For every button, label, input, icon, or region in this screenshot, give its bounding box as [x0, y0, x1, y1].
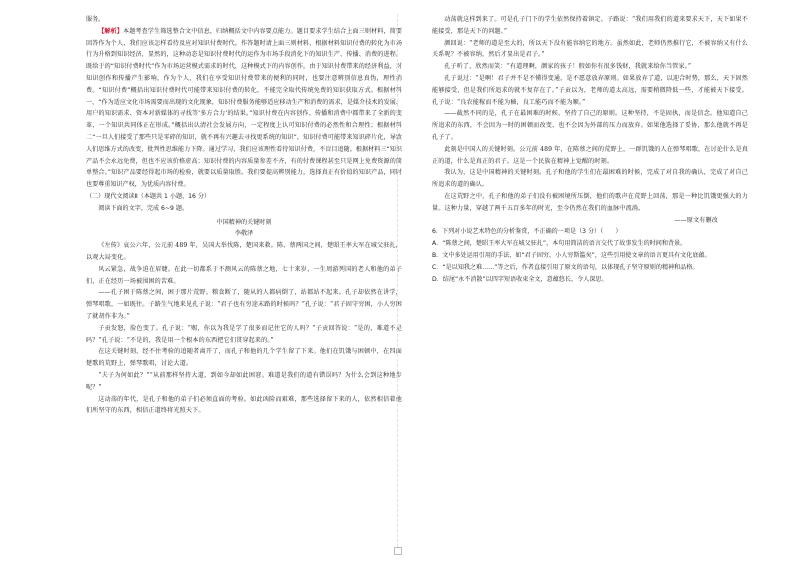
story-paragraph: 孔子说过：“是啊！君子并不是不懂得变通，是不愿意放弃原则。如果放弃了道，以迎合时势，那么，天下固然能够接受，但是我们所追求的就不复存在了。”子贡以为，老师的道太高远，需要稍微降低一些，才能被天下接受。孔子说：“良农能稼而不能为穑，良工能巧而不能为顺。”	[432, 74, 748, 106]
right-column	[432, 14, 748, 285]
analysis-text: 本题考查学生筛选整合文中信息，归纳概括文中内容要点能力。题目要求学生结合上面三则材料，简要回答作为个人，我们应该怎样看待及应对知识付费时代。作答题时请上面三则材料，根据材料知识付费的转化为市场行为升格到知识经济，显然的，这种动态是知识付费时代的运作为市场手段消化下的知识生产、传播、消费的进程。既给于的“知识付费时代”作为市场运营模式需求的时代，这种模式下的内容创作，由于知识付费带来的经济利益，对知识创作和传播产生影响，作为个人，我们在享受知识付费带来的便利的同时，也要注意辨别信息真伪，理性消费。“知识付费”概括出知识付费时代可能带来知识付费的转化，不能完全取代传统免费的知识获取方式。根据材料一，“作为适应文化市场需要而出现的文化现象，知识付费服务能够适应移动生产和消费的需求，是媒介技术的发展、用户的知识需求、资本对新媒体的寻找等‘多方合力’的结果。”知识付费在内容创作、传播和消费中都带来了全新的变革，一个知识共同体正在形成。”概括出认清社会发展方向，一定程度上认可知识付费的必然性和合理性；根据材料二“一旦人们接受了那些只是零碎的知识，就不再有兴趣去寻找更系统的知识”，知识付费可能带来知识碎片化，导致人们思维方式的改变，批判性思维能力下降。通过学习，我们应该理性看待知识付费，不盲目追随。根据材料三“知识产品不会永远免费，但也不应该价格虚高；知识付费的内容质量参差不齐，有的付费课程甚至只是网上免费资源的简单整合。”知识产品要经得起市场的检验，就要以质量取胜。我们要提高辨别能力，选择真正有价值的知识产品，同时也要尊重知识产权，为优质内容付费。	[86, 27, 403, 189]
option-d: D．结尾“永不消散”以四字短语收束全文，意蕴悠长，令人深思。	[432, 275, 608, 283]
top-line: 服务。	[86, 16, 105, 23]
story-paragraph: 风云紧急，战争迫在眉睫。在此一切都系于不测风云的陈蔡之地，七十来岁、一生周游列国的老人和他的弟子们，正在经历一场被围困的苦难。	[86, 265, 402, 285]
section-heading: （二）现代文阅读Ⅱ（本题共 1 小题，16 分）	[86, 192, 211, 200]
left-column	[86, 14, 402, 417]
story-paragraph: 孔子听了，欣然而笑：“有道理啊，颜家的孩子！假如你有很多钱财，我就来给你当管家。”	[444, 63, 692, 71]
page-footer-mark	[394, 547, 402, 555]
story-paragraph: 《左传》哀公六年，公元前 489 年，吴国大举伐陈，楚国来救。陈、蔡两国之间，楚昭王率大军在城父驻扎，以观大局变化。	[86, 242, 402, 261]
analysis-paragraph	[86, 26, 402, 191]
story-paragraph: ——孔子困于陈蔡之间，困于那片荒野。粮食断了，随从的人都病倒了，站都站不起来。孔子却依然在讲学，弹琴唱歌，一如既往。子路生气地来见孔子说：“君子也有穷途末路的时候吗？”孔子说：“君子固守穷困，小人穷困了就胡作非为。”	[86, 289, 402, 320]
story-paragraph: 此刻是中国人的关键时刻。公元前 489 年，在陈蔡之间的荒野上，一群饥饿的人在弹琴唱歌，在讨论什么是真正的道，什么是真正的君子。这是一个民族在精神上觉醒的时刻。	[432, 145, 748, 165]
option-c: C．“是以知我之难……”等之后，作者直接引用了原文的语句，以体现孔子坚守原则的精神和品格。	[432, 263, 699, 271]
analysis-tag: 【解析】	[98, 27, 123, 35]
story-paragraph: 这动荡的年代，是孔子和他的弟子们必须直面的考验。如此凶险而艰难，那些选择留下来的人，依然相信着他们所坚守的东西，相信正道终将光照天下。	[86, 395, 402, 415]
option-b: B．文中多处运用引用的手法，如“君子固穷，小人穷斯滥矣”，这些引用使文章的语言更具有文化底蕴。	[432, 251, 711, 259]
option-a: A．“陈蔡之间，楚昭王率大军在城父驻扎”，本句用简洁的语言交代了故事发生的时间和背景。	[432, 240, 687, 248]
story-paragraph: 动荡就这样到来了。可是孔子门下的学生依然保持着镇定。子路说：“我们用我们的道来要求天下，天下如果不能接受，那是天下的问题。”	[432, 16, 748, 35]
story-paragraph: “夫子为何如此？”“从前那样坚持大道，到如今却如此困窘。难道是我们的道有错误吗？为什么会到这种地步呢？”	[86, 371, 402, 391]
story-author: 李敬泽	[234, 230, 254, 238]
question-6: 6．下列对小说艺术特色的分析鉴赏，不正确的一项是（3 分）（ ）	[432, 228, 622, 236]
story-paragraph: 在这关键时刻，经不住考验的追随者离开了，而孔子和他的几个学生留了下来。他们在饥饿与困顿中，在四面楚歌的荒野上，弹琴歌唱，讨论大道。	[86, 348, 402, 368]
story-title: 中国精神的关键时刻	[216, 218, 272, 226]
instruction: 阅读下面的文字，完成 6~9 题。	[98, 204, 189, 212]
story-paragraph: 在这荒野之中，孔子和他的弟子们没有被困境所压倒，他们的歌声在荒野上回荡，那是一种比饥饿更强大的力量。这种力量，穿越了两千五百多年的时光，至今仍然在我们的血脉中流淌。	[432, 192, 748, 212]
source-note: ——原文有删改	[674, 216, 718, 224]
story-paragraph: 子贡发怒，脸色变了。孔子说：“赐，你以为我是学了很多而记住它的人吗？”子贡回答说：“是的，难道不是吗？”孔子说：“不是的，我是用一个根本的东西把它们贯穿起来的。”	[86, 324, 402, 344]
story-paragraph: 颜回说：“老师的道是至大的，所以天下没有能容纳它的地方。虽然如此，老师仍然推行它，不被容纳又有什么关系呢？不被容纳，然后才显出是君子。”	[432, 39, 748, 59]
story-paragraph: 我认为，这是中国精神的关键时刻。孔子和他的学生们在最困难的时候，完成了对自我的确认，完成了对自己所追求的道的确认。	[432, 169, 748, 189]
column-divider	[397, 14, 398, 547]
story-paragraph: ——截然不同的是，孔子在最困难的时候，坚持了自己的原则。这种坚持，不是固执，而是信念。他知道自己所追求的东西，不会因为一时的困顿而改变，也不会因为外部的压力而放弃。如果他选择了妥协，那么他就不再是孔子了。	[432, 110, 748, 141]
